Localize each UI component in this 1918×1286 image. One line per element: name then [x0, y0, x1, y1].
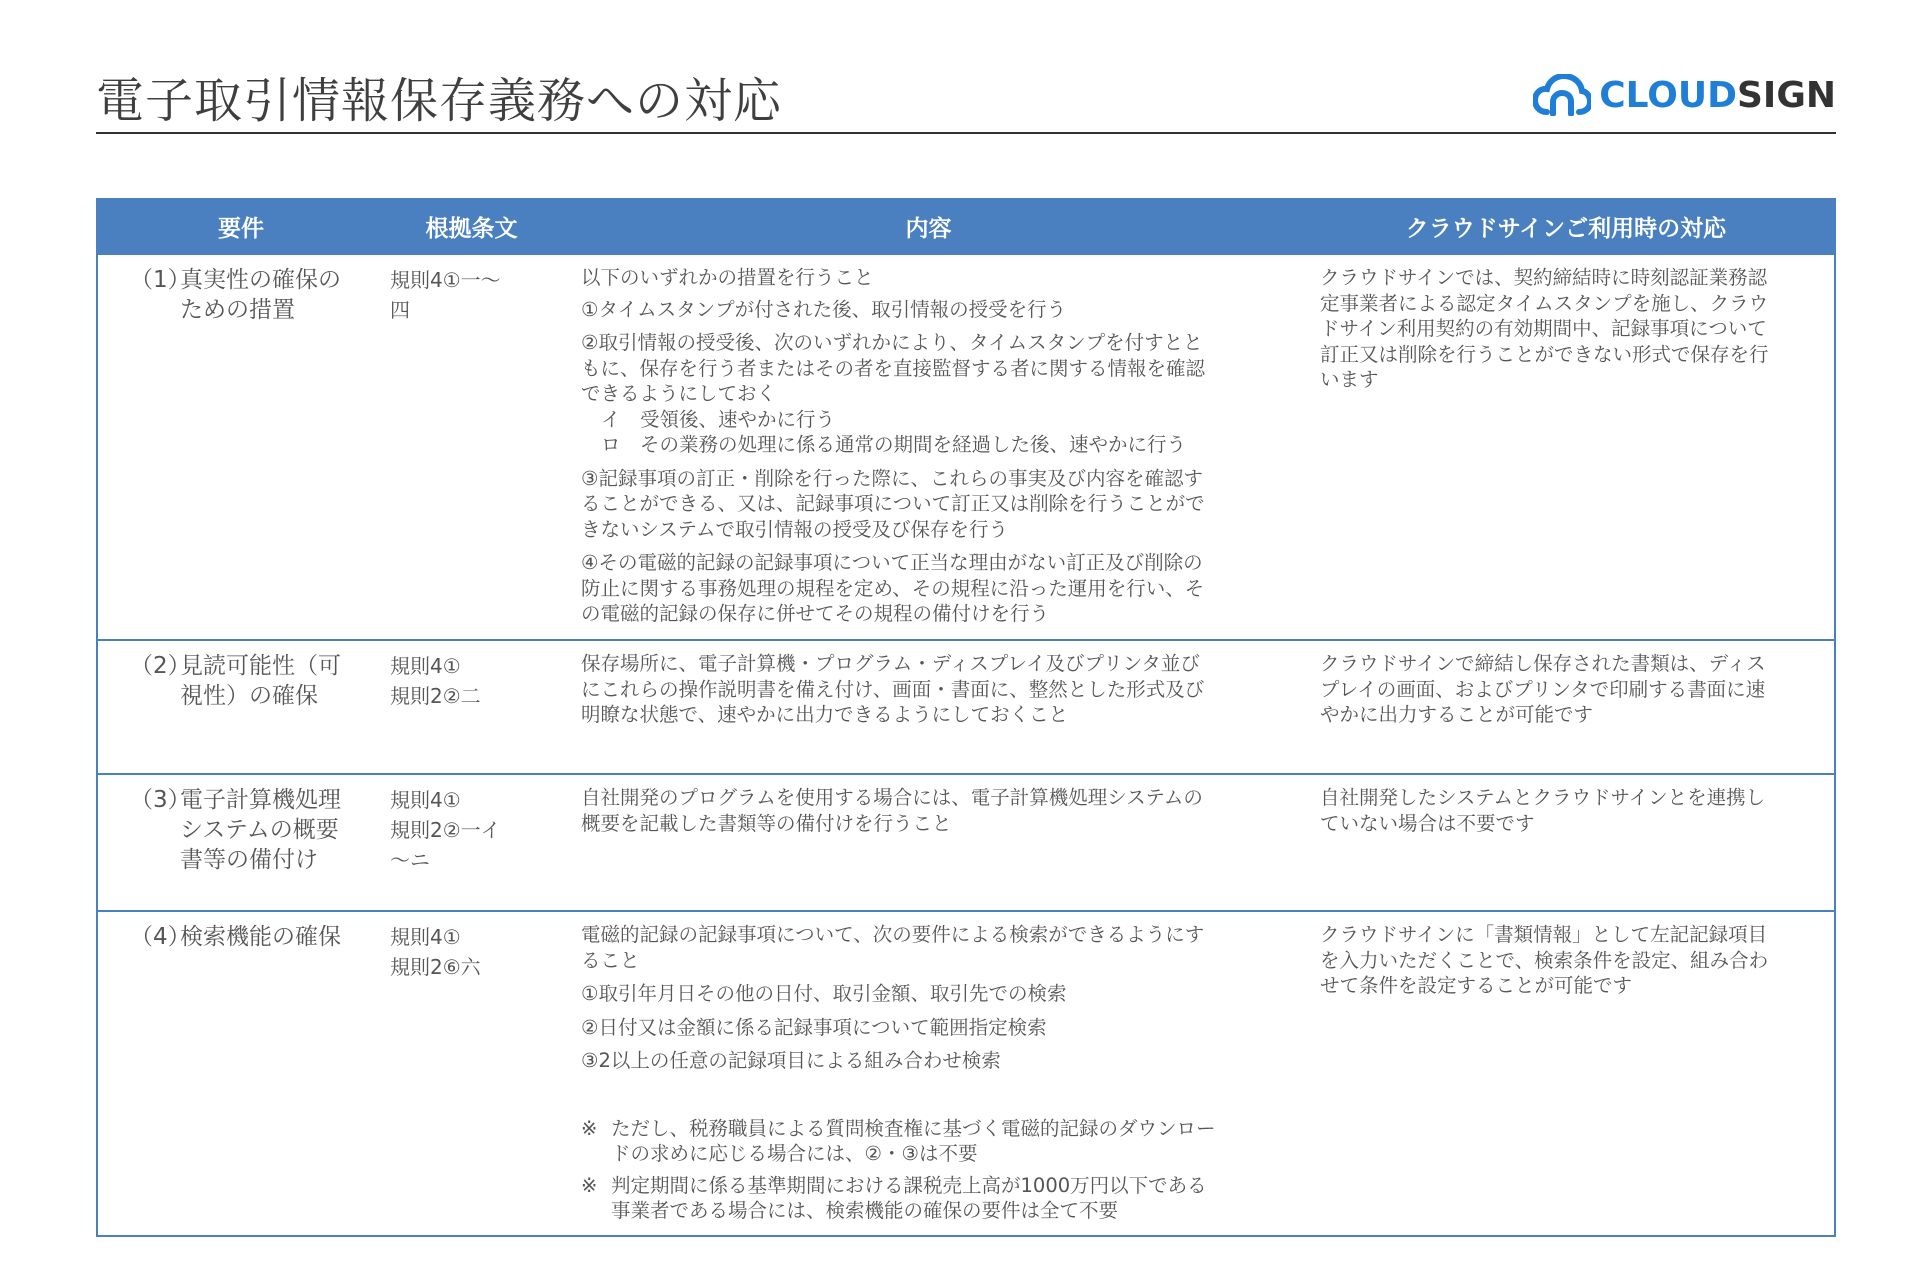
content-item: ①取引年月日その他の日付、取引金額、取引先での検索 — [581, 982, 1067, 1005]
basis-text: 規則2②一イ ～ニ — [390, 818, 501, 872]
requirement-cell — [98, 912, 384, 1235]
content-cell — [559, 255, 1298, 639]
requirement-text: 電子計算機処理 システムの概要 書等の備付け — [180, 787, 341, 873]
content-text: 保存場所に、電子計算機・プログラム・ディスプレイ及びプリンタ並び にこれらの操作説明書を備え付け、画面・書面に、整然とした形式及び 明瞭な状態で、速やかに出力できるようにしておくこと — [581, 652, 1205, 726]
column-header-content: 内容 — [905, 216, 952, 242]
basis-cell — [384, 255, 559, 639]
cloudsign-logo — [1533, 74, 1836, 116]
requirement-number: （2） — [130, 653, 191, 679]
basis-cell — [384, 912, 559, 1235]
table-row — [98, 773, 1834, 910]
content-item: ④その電磁的記録の記録事項について正当な理由がない訂正及び削除の 防止に関する事務処理の規程を定め、その規程に沿った運用を行い、そ の電磁的記録の保存に併せてその規程の備付けを行う — [581, 551, 1205, 625]
title-divider — [96, 132, 1836, 134]
content-item: ③2以上の任意の記録項目による組み合わせ検索 — [581, 1049, 1001, 1072]
table-row — [98, 639, 1834, 773]
content-intro: 以下のいずれかの措置を行うこと — [581, 266, 874, 289]
content-cell — [559, 775, 1298, 910]
content-item: ②取引情報の授受後、次のいずれかにより、タイムスタンプを付すとと もに、保存を行う者またはその者を直接監督する者に関する情報を確認 できるようにしておく — [581, 331, 1206, 405]
requirement-text: 見読可能性（可 視性）の確保 — [180, 653, 341, 709]
cloudsign-cell: クラウドサインでは、契約締結時に時刻認証業務認 定事業者による認定タイムスタンプを施し、クラウ ドサイン利用契約の有効期間中、記録事項について 訂正又は削除を行うことができない形式で保存を行 います — [1320, 266, 1769, 391]
note-text: ただし、税務職員による質問検査権に基づく電磁的記録のダウンロー ドの求めに応じる場合には、②・③は不要 — [611, 1116, 1216, 1165]
basis-cell — [384, 775, 559, 910]
column-header-cloudsign: クラウドサインご利用時の対応 — [1405, 216, 1727, 242]
requirement-text: 真実性の確保の ための措置 — [180, 267, 341, 323]
content-subitems: イ 受領後、速やかに行う ロ その業務の処理に係る通常の期間を経過した後、速やかに行う — [601, 407, 1187, 456]
logo-text-cloud: CLOUD — [1599, 74, 1737, 116]
logo-text-sign: SIGN — [1737, 74, 1836, 116]
basis-cell — [384, 641, 559, 773]
table-row — [98, 910, 1834, 1235]
logo-wordmark — [1599, 75, 1836, 116]
content-item: ③記録事項の訂正・削除を行った際に、これらの事実及び内容を確認す ることができる、又は、記録事項について訂正又は削除を行うことがで きないシステムで取引情報の授受及び保存を行う — [581, 466, 1205, 541]
content-intro: 電磁的記録の記録事項について、次の要件による検索ができるようにす ること — [581, 923, 1205, 972]
cloud-logo-icon — [1533, 74, 1591, 116]
note-mark: ※ — [581, 1173, 598, 1197]
requirement-number: （1） — [130, 267, 191, 293]
content-note — [581, 1173, 1298, 1224]
note-text: 判定期間に係る基準期間における課税売上高が1000万円以下である 事業者である場合には、検索機能の確保の要件は全て不要 — [611, 1173, 1207, 1222]
requirement-cell — [98, 641, 384, 773]
basis-text: 規則4① — [390, 654, 461, 678]
requirement-text: 検索機能の確保 — [180, 924, 341, 950]
content-note — [581, 1116, 1298, 1167]
note-mark: ※ — [581, 1116, 598, 1140]
basis-text: 規則4① — [390, 788, 461, 812]
content-text: 自社開発のプログラムを使用する場合には、電子計算機処理システムの 概要を記載した書類等の備付けを行うこと — [581, 786, 1203, 835]
requirement-number: （4） — [130, 924, 191, 950]
requirement-cell — [98, 775, 384, 910]
content-cell — [559, 912, 1298, 1235]
basis-text: 規則4①一～ 四 — [390, 268, 501, 322]
column-header-requirement: 要件 — [218, 216, 264, 242]
content-spacer — [581, 1082, 1298, 1116]
content-item: ②日付又は金額に係る記録事項について範囲指定検索 — [581, 1015, 1047, 1039]
basis-text: 規則2②二 — [390, 684, 481, 708]
basis-text: 規則4① — [390, 925, 461, 949]
basis-text: 規則2⑥六 — [390, 955, 481, 979]
cloudsign-cell: クラウドサインに「書類情報」として左記記録項目 を入力いただくことで、検索条件を設定、組み合わ せて条件を設定することが可能です — [1320, 923, 1769, 997]
cloudsign-cell: クラウドサインで締結し保存された書類は、ディス プレイの画面、およびプリンタで印刷する書面に速 やかに出力することが可能です — [1320, 652, 1766, 726]
page-title: 電子取引情報保存義務への対応 — [96, 73, 783, 129]
requirements-table — [96, 198, 1836, 1237]
cloudsign-cell: 自社開発したシステムとクラウドサインとを連携し ていない場合は不要です — [1320, 786, 1766, 835]
content-item: ①タイムスタンプが付された後、取引情報の授受を行う — [581, 297, 1067, 321]
requirement-number: （3） — [130, 787, 191, 813]
content-cell — [559, 641, 1298, 773]
table-row — [98, 253, 1834, 639]
table-header — [98, 200, 1834, 253]
requirement-cell — [98, 255, 384, 639]
column-header-basis: 根拠条文 — [425, 216, 518, 242]
